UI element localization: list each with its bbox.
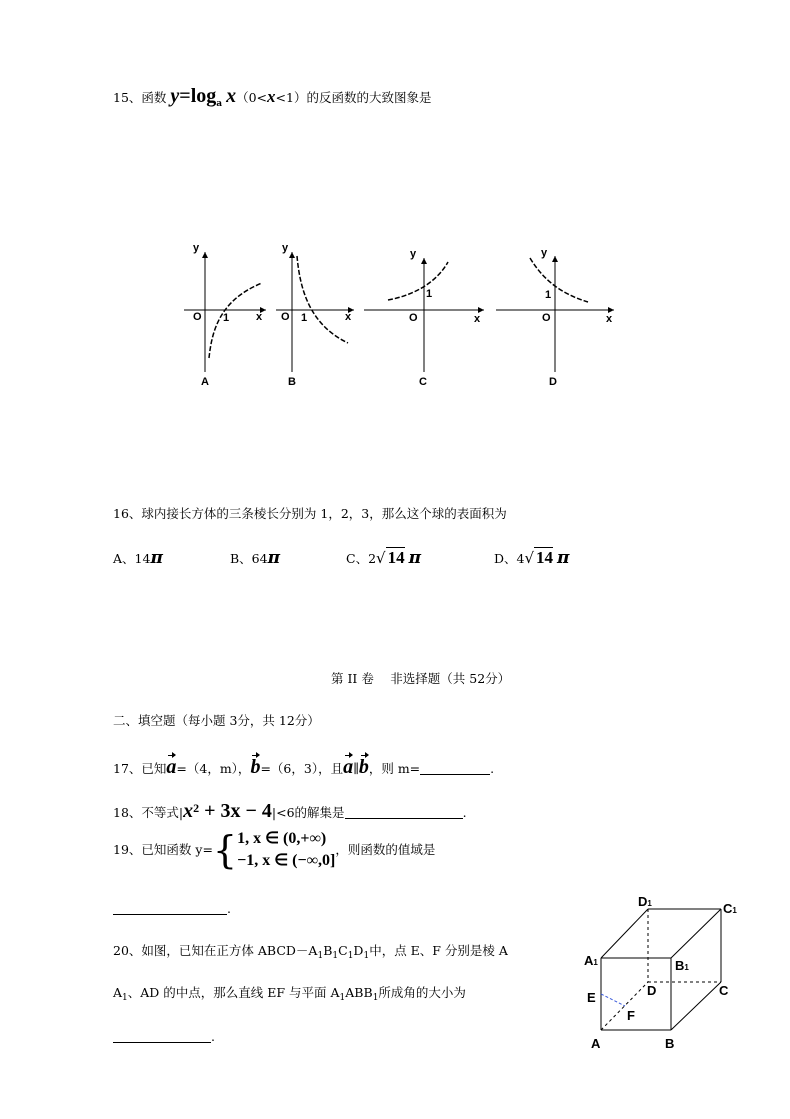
q15-stem: 15、函数 $y=\log_a$ x（0<x<1）的反函数的大致图象是 — [113, 85, 432, 109]
cube-label-b1: B1 — [675, 958, 689, 973]
cube-label-d: D — [647, 983, 657, 998]
graph-a-origin: O — [193, 311, 202, 323]
q19: 19、已知函数 y={1, x ∈ (0,+∞) −1, x ∈ (−∞,0]，则函数的值域是 — [113, 828, 436, 872]
graph-c-one: 1 — [426, 288, 433, 300]
graph-d — [496, 256, 614, 372]
graph-b-label: B — [288, 376, 296, 388]
q16-stem: 16、球内接长方体的三条棱长分别为 1，2，3，那么这个球的表面积为 — [113, 506, 507, 521]
cube-figure — [601, 909, 721, 1030]
q18-answer-blank[interactable] — [345, 804, 463, 819]
q19-answer-blank[interactable] — [113, 900, 227, 915]
graph-b-curve — [297, 256, 348, 343]
graph-d-one: 1 — [545, 289, 552, 301]
graph-a-curve — [209, 283, 262, 358]
q20-line1: 20、如图，已知在正方体 $ABCD-A_1B_1C_1D_1$中，点 E、F 分别是棱 A — [113, 943, 508, 961]
graph-c-y-label: y — [410, 248, 417, 260]
graph-c-x-label: x — [474, 313, 481, 325]
q18: 18、不等式$|x^2 + 3x - 4|<6$的解集是 . — [113, 800, 467, 823]
graph-c-origin: O — [409, 312, 418, 324]
cube-label-a: A — [591, 1036, 601, 1051]
graph-d-origin: O — [542, 312, 551, 324]
cube-label-e: E — [587, 990, 596, 1005]
cube-label-f: F — [627, 1008, 635, 1023]
cube-label-a1: A1 — [584, 953, 598, 968]
fill-in-section-title: 二、填空题（每小题 3分，共 12分） — [113, 713, 320, 728]
graph-a-x-label: x — [256, 311, 263, 323]
cube-label-c: C — [719, 983, 729, 998]
q20-line2: $A_1$、AD 的中点，那么直线 EF 与平面 $A_1ABB_1$所成角的大小为 — [113, 985, 466, 1003]
q17: 17、已知a=（4，m），b=（6，3），且a∥b，则 m= . — [113, 756, 495, 778]
graph-b-y-label: y — [282, 242, 289, 254]
graph-d-y-label: y — [541, 247, 548, 259]
graph-a-label: A — [201, 376, 209, 388]
part2-title: 第 II 卷 非选择题（共 52分） — [331, 671, 511, 686]
graph-d-label: D — [549, 376, 557, 388]
q16-option-c: C、2√ 14 π — [346, 548, 422, 568]
cube-label-d1: D1 — [638, 894, 652, 909]
q16-option-a: A、14π — [113, 548, 163, 568]
vector-a: a — [166, 756, 177, 778]
q16-option-d: D、4√ 14 π — [494, 548, 570, 568]
graph-c-curve — [388, 262, 448, 300]
cube-label-c1: C1 — [723, 901, 737, 916]
graph-c-label: C — [419, 376, 427, 388]
q20-answer: . — [113, 1027, 215, 1047]
cube-label-b: B — [665, 1036, 675, 1051]
vector-b: b — [250, 756, 261, 778]
q17-answer-blank[interactable] — [420, 760, 490, 775]
graph-a-y-label: y — [193, 242, 200, 254]
graph-d-curve — [530, 258, 588, 302]
q20-answer-blank[interactable] — [113, 1028, 211, 1043]
q16-option-b: B、64π — [230, 548, 281, 568]
q19-answer: . — [113, 899, 231, 919]
graph-d-x-label: x — [606, 313, 613, 325]
graph-b-origin: O — [281, 311, 290, 323]
graph-a-one: 1 — [223, 312, 230, 324]
graph-b-x-label: x — [345, 311, 352, 323]
graph-b-one: 1 — [301, 312, 308, 324]
graph-c — [364, 258, 484, 372]
